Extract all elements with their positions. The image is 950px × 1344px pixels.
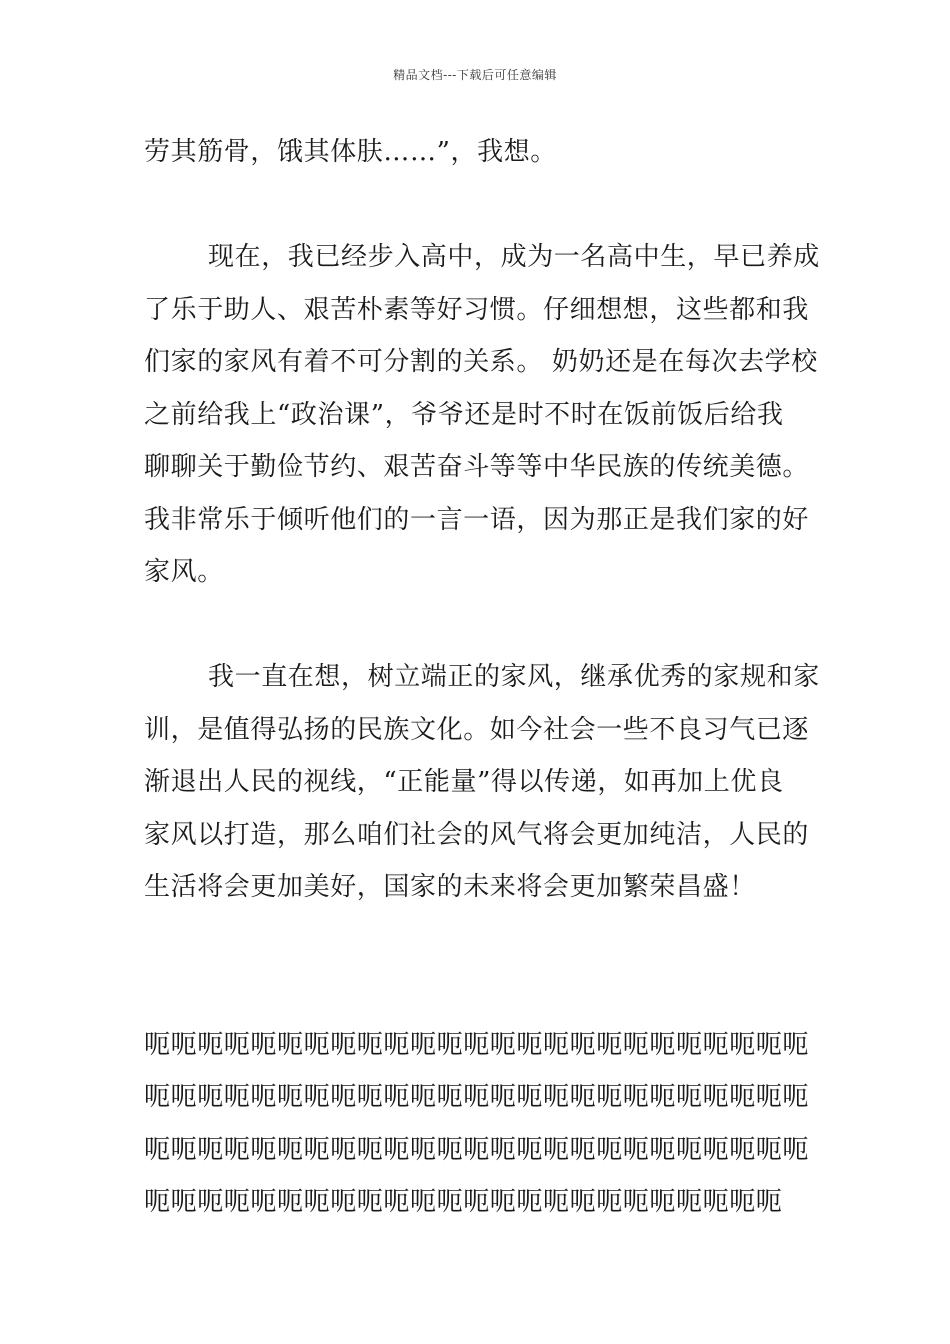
text-line: 之前给我上“政治课”，爷爷还是时不时在饭前饭后给我 bbox=[144, 399, 784, 430]
text-line: 我一直在想，树立端正的家风，继承优秀的家规和家 bbox=[208, 662, 820, 692]
text-line: 呃呃呃呃呃呃呃呃呃呃呃呃呃呃呃呃呃呃呃呃呃呃呃呃呃 bbox=[144, 1029, 810, 1060]
text-line: 我非常乐于倾听他们的一言一语，因为那正是我们家的好 bbox=[144, 504, 810, 535]
text-line: 呃呃呃呃呃呃呃呃呃呃呃呃呃呃呃呃呃呃呃呃呃呃呃呃 bbox=[144, 1187, 783, 1217]
text-line: 了乐于助人、艰苦朴素等好习惯。仔细想想，这些都和我 bbox=[144, 294, 810, 325]
text-line: 聊聊关于勤俭节约、艰苦奋斗等等中华民族的传统美德。 bbox=[144, 452, 810, 482]
text-line: 渐退出人民的视线，“正能量”得以传递，如再加上优良 bbox=[144, 767, 784, 797]
text-line: 呃呃呃呃呃呃呃呃呃呃呃呃呃呃呃呃呃呃呃呃呃呃呃呃呃 bbox=[144, 1082, 810, 1112]
paragraph-2 bbox=[144, 231, 820, 599]
page-header: 精品文档---下载后可任意编辑 bbox=[393, 68, 557, 82]
text-line: 生活将会更加美好，国家的未来将会更加繁荣昌盛！ bbox=[144, 872, 756, 902]
paragraph-spacer bbox=[144, 599, 807, 652]
paragraph-1 bbox=[144, 126, 807, 179]
paragraph-spacer bbox=[144, 914, 807, 1019]
text-line: 训，是值得弘扬的民族文化。如今社会一些不良习气已逐 bbox=[144, 714, 810, 745]
text-line: 呃呃呃呃呃呃呃呃呃呃呃呃呃呃呃呃呃呃呃呃呃呃呃呃呃 bbox=[144, 1134, 810, 1165]
text-line: 劳其筋骨，饿其体肤……”，我想。 bbox=[144, 137, 557, 167]
paragraph-4 bbox=[144, 1019, 810, 1229]
text-line: 家风。 bbox=[144, 557, 224, 587]
document-body bbox=[144, 126, 820, 1229]
text-line: 现在，我已经步入高中，成为一名高中生，早已养成 bbox=[208, 242, 820, 272]
paragraph-3 bbox=[144, 651, 820, 914]
text-line: 家风以打造，那么咱们社会的风气将会更加纯洁，人民的 bbox=[144, 819, 810, 850]
text-line: 们家的家风有着不可分割的关系。 奶奶还是在每次去学校 bbox=[144, 347, 818, 377]
paragraph-spacer bbox=[144, 179, 807, 232]
